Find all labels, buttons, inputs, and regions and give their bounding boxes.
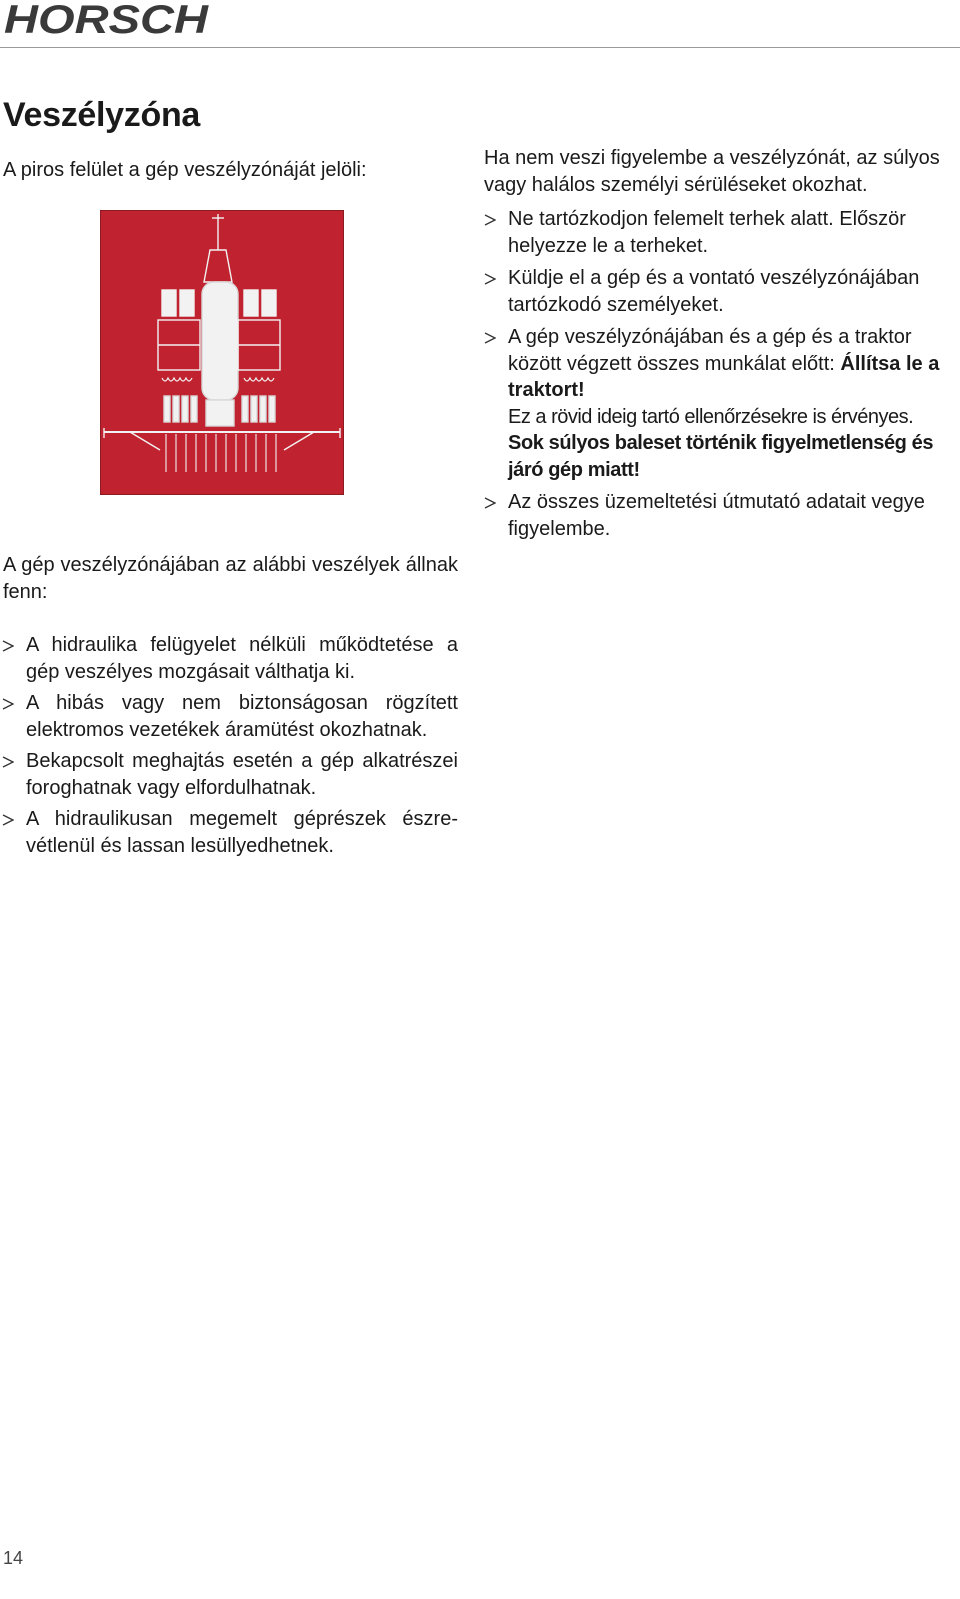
instruction-note: Ez a rövid ideig tartó ellenőrzésekre is érvényes. [508,405,914,428]
hazard-list [2,632,458,864]
arrow-bullet-icon [484,497,496,509]
arrow-bullet-icon [484,332,496,344]
list-item [2,806,458,859]
logo-text: HORSCH [4,0,210,38]
horsch-logo [2,0,212,38]
right-column [484,145,940,548]
hazard-text: A hibás vagy nem biztonságosan rögzített elektromos vezetékek áramütést okozhatnak. [26,692,458,741]
list-item [2,632,458,685]
list-item [484,489,940,542]
arrow-bullet-icon [2,698,14,710]
instruction-text: Az összes üzemeltetési útmutató adatait vegye figyelembe. [508,491,925,540]
list-item [484,324,940,483]
instruction-text: Küldje el a gép és a vontató veszélyzónájában tartózkodó személyeket. [508,267,920,316]
list-item [2,690,458,743]
intro-text: A piros felület a gép veszélyzónáját jelöli: [3,159,367,181]
arrow-bullet-icon [2,640,14,652]
arrow-bullet-icon [484,273,496,285]
hazard-text: A hidraulikusan megemelt géprészek észrevétlenül és lassan lesüllyedhetnek. [26,808,458,857]
page-number: 14 [3,1548,24,1568]
arrow-bullet-icon [2,756,14,768]
hazards-intro: A gép veszélyzónájában az alábbi veszélyek állnak fenn: [3,554,458,603]
header-rule [0,47,960,48]
hazard-text: A hidraulika felügyelet nélküli működtetése a gép veszélyes mozgásait válthatja ki. [26,634,458,683]
arrow-bullet-icon [484,214,496,226]
instruction-text: A gép veszélyzónájában és a gép és a traktor között végzett összes munkálat előtt: [508,326,912,375]
instruction-emphasis: Állítsa le a traktort! [508,352,940,401]
page-title: Veszélyzóna [3,96,201,134]
list-item [484,265,940,318]
list-item [484,206,940,259]
list-item [2,748,458,801]
instruction-text: Ne tartózkodjon felemelt terhek alatt. Először helyezze le a terheket. [508,208,906,257]
safety-instructions [484,206,940,542]
warning-intro: Ha nem veszi figyelembe a veszélyzónát, az súlyos vagy halálos személyi sérüléseket okozhat. [484,147,940,196]
danger-zone-figure [100,210,344,495]
hazard-text: Bekapcsolt meghajtás esetén a gép alkatrészei foroghatnak vagy elfordulhatnak. [26,750,458,799]
arrow-bullet-icon [2,814,14,826]
instruction-warning: Sok súlyos baleset történik figyelmetlenség és járó gép miatt! [508,432,934,481]
